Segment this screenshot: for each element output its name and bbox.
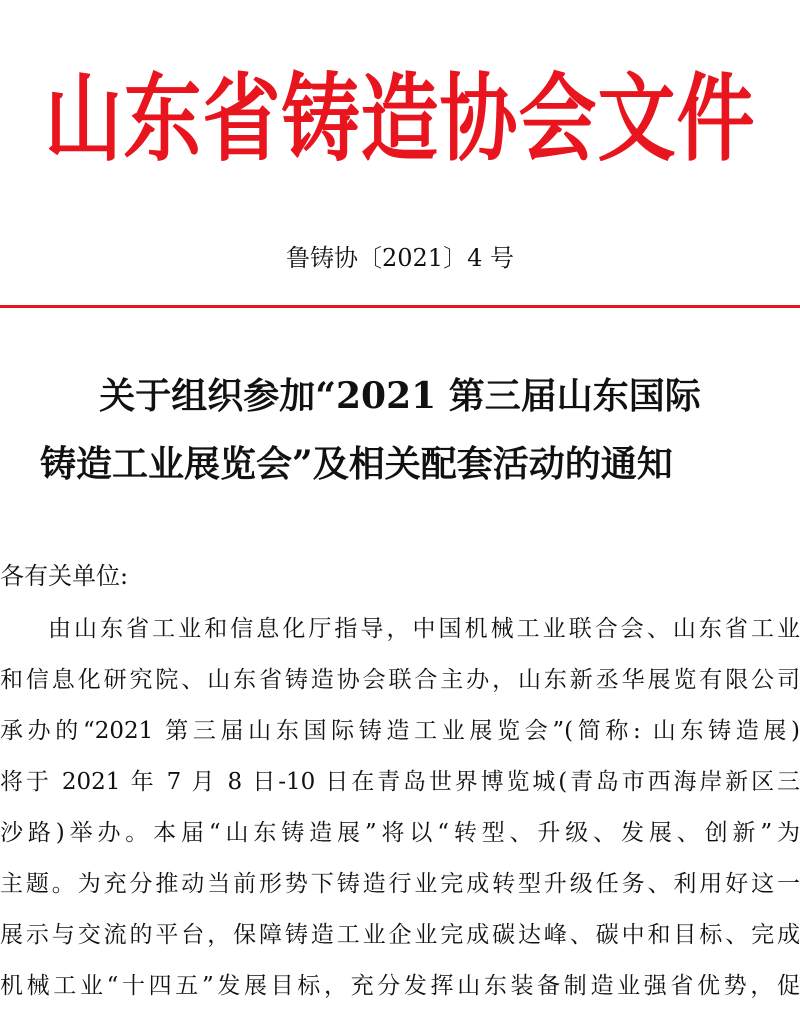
doc-number: 鲁铸协〔2021〕4 号 bbox=[286, 244, 514, 272]
salutation: 各有关单位: bbox=[0, 562, 129, 590]
body-line-2: 和信息化研究院、山东省铸造协会联合主办，山东新丞华展览有限公司 bbox=[0, 667, 800, 693]
red-divider bbox=[0, 305, 800, 308]
body-line-8: 机械工业“十四五”发展目标，充分发挥山东装备制造业强省优势，促 bbox=[0, 973, 800, 999]
doc-title-line-2: 铸造工业展览会”及相关配套活动的通知 bbox=[40, 443, 673, 485]
body-line-3: 承办的“2021 第三届山东国际铸造工业展览会”(简称: 山东铸造展) bbox=[0, 718, 800, 744]
body-line-6: 主题。为充分推动当前形势下铸造行业完成转型升级任务、利用好这一 bbox=[0, 871, 800, 897]
body-line-5: 沙路)举办。本届“山东铸造展”将以“转型、升级、发展、创新”为 bbox=[0, 820, 800, 846]
body-line-1: 由山东省工业和信息化厅指导，中国机械工业联合会、山东省工业 bbox=[48, 616, 800, 642]
doc-title-line-1: 关于组织参加“2021 第三届山东国际 bbox=[99, 375, 701, 417]
org-header: 山东省铸造协会文件 bbox=[44, 65, 756, 175]
body-line-7: 展示与交流的平台，保障铸造工业企业完成碳达峰、碳中和目标、完成 bbox=[0, 922, 800, 948]
body-line-4: 将于 2021 年 7 月 8 日-10 日在青岛世界博览城(青岛市西海岸新区三 bbox=[0, 769, 800, 795]
